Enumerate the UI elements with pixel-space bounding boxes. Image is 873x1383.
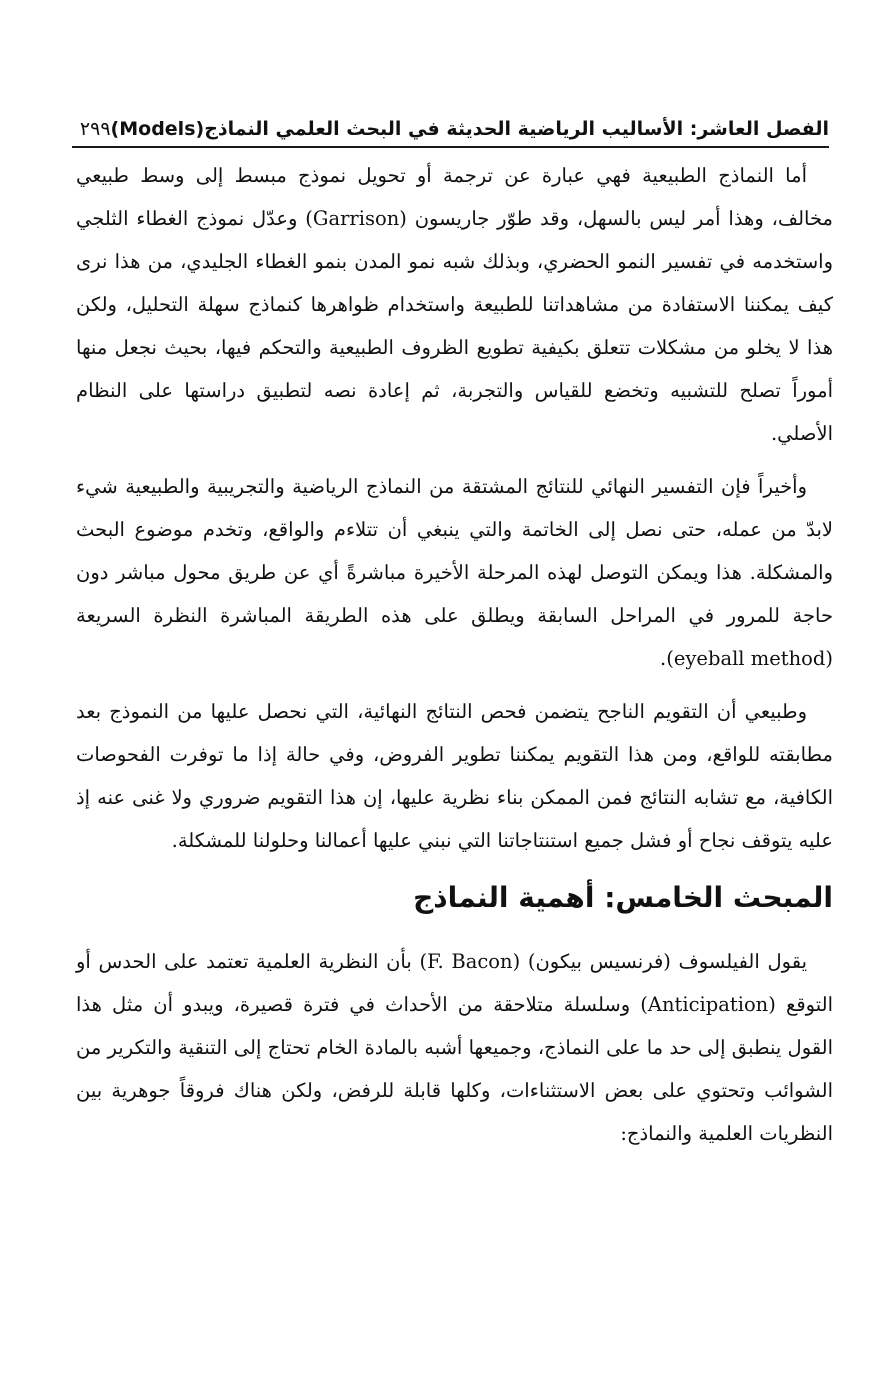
paragraph-final-interpretation: وأخيراً فإن التفسير النهائي للنتائج المشتقة من النماذج الرياضية والتجريبية والطبيعية شيء لابدّ من عمله، حتى نصل إلى الخاتمة والتي ينبغي أن تتلاءم والواقع، وتخدم موضوع البحث والمشكلة. هذا ويمكن التوصل لهذه المرحلة الأخيرة مباشرةً أي عن طريق محول مباشر دون حاجة للمرور في المراحل السابقة ويطلق على هذه الطريقة المباشرة النظرة السريعة (eyeball method). [76,475,833,670]
running-header [72,108,829,148]
body-text [76,154,833,1165]
page-number: ٢٩٩ [79,118,111,140]
chapter-title: الفصل العاشر: الأساليب الرياضية الحديثة في البحث العلمي النماذج(Models) [110,118,829,140]
section-heading: المبحث الخامس: أهمية النماذج [413,881,833,914]
paragraph-natural-models: أما النماذج الطبيعية فهي عبارة عن ترجمة أو تحويل نموذج مبسط إلى وسط طبيعي مخالف، وهذا أمر ليس بالسهل، وقد طوّر جاريسون (Garrison) وعدّل نموذج الغطاء الثلجي واستخدمه في تفسير النمو الحضري، وبذلك شبه نمو المدن بنمو الغطاء الجليدي، من هذا نرى كيف يمكننا الاستفادة من مشاهداتنا للطبيعة واستخدام ظواهرها كنماذج سهلة التحليل، ولكن هذا لا يخلو من مشكلات تتعلق بكيفية تطويع الظروف الطبيعية والتحكم فيها، بحيث نجعل منها أموراً تصلح للتشبيه وتخضع للقياس والتجربة، ثم إعادة نصه لتطبيق دراستها على النظام الأصلي. [76,164,833,445]
paragraph-bacon: يقول الفيلسوف (فرنسيس بيكون) (F. Bacon) بأن النظرية العلمية تعتمد على الحدس أو التوقع (Anticipation) وسلسلة متلاحقة من الأحداث في فترة قصيرة، ويبدو أن مثل هذا القول ينطبق إلى حد ما على النماذج، وجميعها أشبه بالمادة الخام تحتاج إلى التنقية والتكرير من الشوائب وتحتوي على بعض الاستثناءات، وكلها قابلة للرفض، ولكن هناك فروقاً جوهرية بين النظريات العلمية والنماذج: [76,950,833,1145]
paragraph-evaluation: وطبيعي أن التقويم الناجح يتضمن فحص النتائج النهائية، التي نحصل عليها من النموذج بعد مطابقته للواقع، ومن هذا التقويم يمكننا تطوير الفروض، وفي حالة إذا ما توفرت الفحوصات الكافية، مع تشابه النتائج فمن الممكن بناء نظرية عليها، إن هذا التقويم ضروري ولا غنى عنه إذ عليه يتوقف نجاح أو فشل جميع استنتاجاتنا التي نبني عليها أعمالنا وحلولنا للمشكلة. [76,700,833,852]
